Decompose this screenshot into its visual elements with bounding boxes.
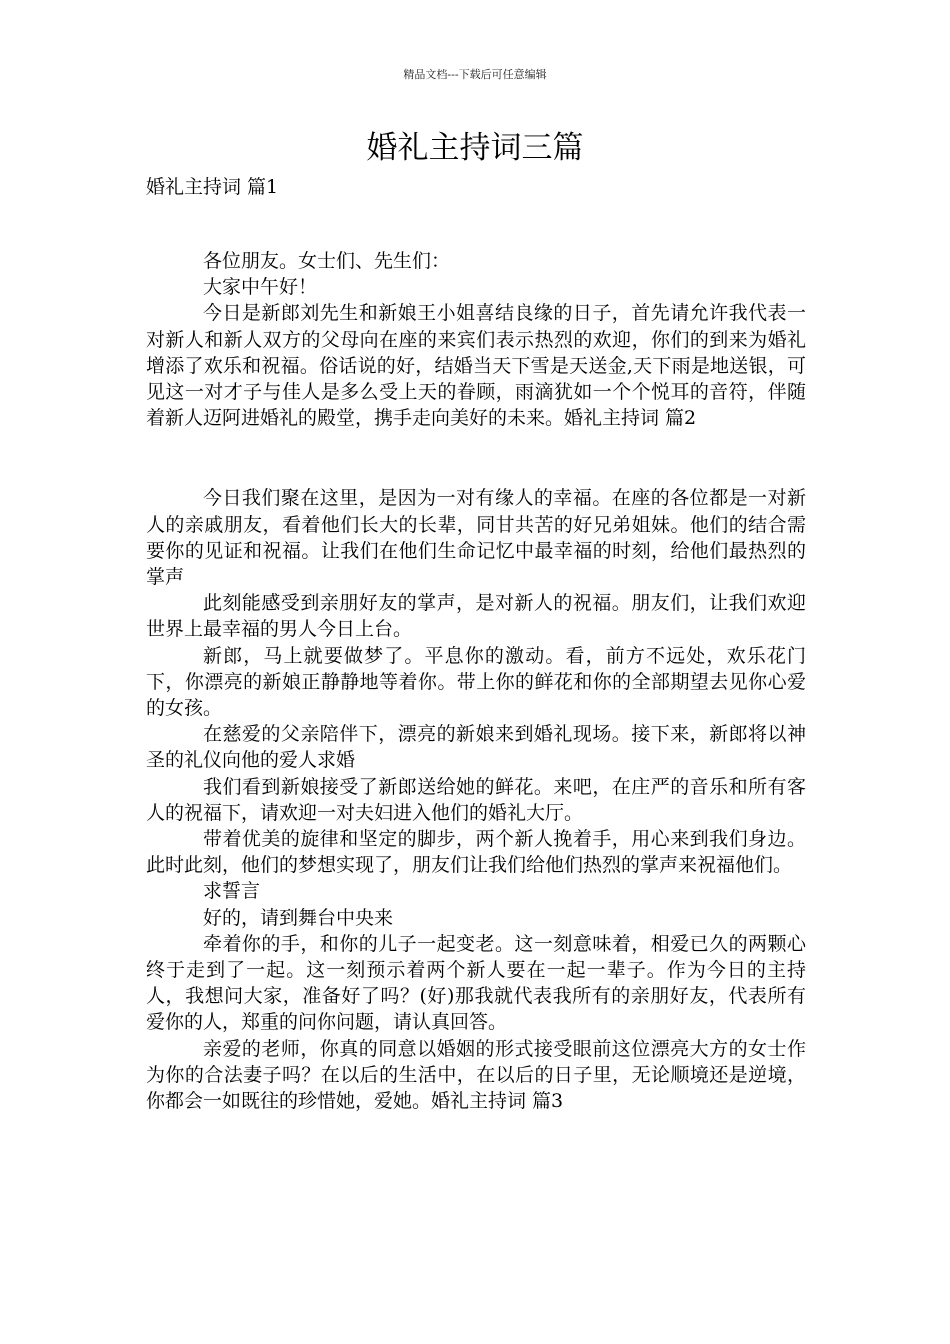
page-header: 精品文档---下载后可任意编辑 — [403, 68, 547, 81]
paragraph: 我们看到新娘接受了新郎送给她的鲜花。来吧，在庄严的音乐和所有客人的祝福下，请欢迎一对夫妇进入他们的婚礼大厅。 — [146, 775, 806, 824]
paragraph: 今日是新郎刘先生和新娘王小姐喜结良缘的日子，首先请允许我代表一对新人和新人双方的父母向在座的来宾们表示热烈的欢迎，你们的到来为婚礼增添了欢乐和祝福。俗话说的好，结婚当天下雪是天送金,天下雨是地送银，可见这一对才子与佳人是多么受上天的眷顾，雨滴犹如一个个悦耳的音符，伴随着新人迈阿进婚礼的殿堂，携手走向美好的未来。婚礼主持词 篇2 — [146, 302, 806, 430]
document-title: 婚礼主持词三篇 — [366, 130, 584, 166]
paragraph: 亲爱的老师，你真的同意以婚姻的形式接受眼前这位漂亮大方的女士作为你的合法妻子吗？在以后的生活中，在以后的日子里，无论顺境还是逆境，你都会一如既往的珍惜她，爱她。婚礼主持词 篇3 — [146, 1037, 806, 1113]
paragraph: 好的，请到舞台中央来 — [203, 906, 394, 929]
paragraph: 各位朋友。女士们、先生们： — [203, 250, 451, 272]
paragraph: 求誓言 — [203, 880, 261, 903]
paragraph: 牵着你的手，和你的儿子一起变老。这一刻意味着，相爱已久的两颗心终于走到了一起。这一刻预示着两个新人要在一起一辈子。作为今日的主持人，我想问大家，准备好了吗？(好)那我就代表我所有的亲朋好友，代表所有爱你的人，郑重的问你问题，请认真回答。 — [146, 932, 806, 1034]
paragraph: 大家中午好！ — [203, 276, 318, 299]
paragraph: 此刻能感受到亲朋好友的掌声，是对新人的祝福。朋友们，让我们欢迎世界上最幸福的男人今日上台。 — [146, 592, 806, 641]
section-heading: 婚礼主持词 篇1 — [146, 176, 279, 198]
paragraph: 带着优美的旋律和坚定的脚步，两个新人挽着手，用心来到我们身边。此时此刻，他们的梦想实现了，朋友们让我们给他们热烈的掌声来祝福他们。 — [146, 828, 806, 877]
paragraph: 今日我们聚在这里，是因为一对有缘人的幸福。在座的各位都是一对新人的亲戚朋友，看着他们长大的长辈，同甘共苦的好兄弟姐妹。他们的结合需要你的见证和祝福。让我们在他们生命记忆中最幸福的时刻，给他们最热烈的掌声 — [146, 487, 806, 589]
paragraph: 新郎，马上就要做梦了。平息你的激动。看，前方不远处，欢乐花门下，你漂亮的新娘正静静地等着你。带上你的鲜花和你的全部期望去见你心爱的女孩。 — [146, 644, 806, 720]
paragraph: 在慈爱的父亲陪伴下，漂亮的新娘来到婚礼现场。接下来，新郎将以神圣的礼仪向他的爱人求婚 — [146, 723, 806, 772]
document-body — [146, 248, 806, 1114]
